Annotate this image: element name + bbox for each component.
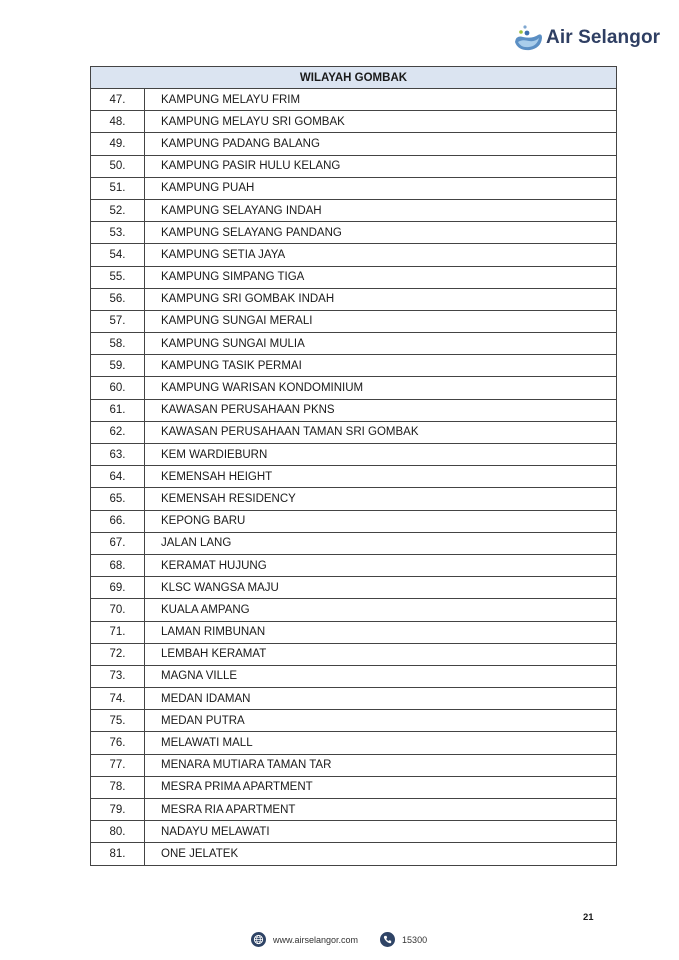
table-row bbox=[91, 199, 617, 221]
table-row bbox=[91, 754, 617, 776]
row-number: 68. bbox=[91, 554, 145, 576]
location-name: KAMPUNG SELAYANG PANDANG bbox=[145, 222, 617, 244]
globe-icon bbox=[251, 932, 266, 947]
location-name: NADAYU MELAWATI bbox=[145, 821, 617, 843]
table-row bbox=[91, 643, 617, 665]
row-number: 73. bbox=[91, 665, 145, 687]
table-row bbox=[91, 244, 617, 266]
table-header: WILAYAH GOMBAK bbox=[91, 67, 617, 89]
table-row bbox=[91, 665, 617, 687]
location-name: MENARA MUTIARA TAMAN TAR bbox=[145, 754, 617, 776]
location-name: KAWASAN PERUSAHAAN PKNS bbox=[145, 399, 617, 421]
location-name: KERAMAT HUJUNG bbox=[145, 554, 617, 576]
location-name: MESRA PRIMA APARTMENT bbox=[145, 776, 617, 798]
row-number: 61. bbox=[91, 399, 145, 421]
row-number: 74. bbox=[91, 688, 145, 710]
table-row bbox=[91, 399, 617, 421]
row-number: 58. bbox=[91, 333, 145, 355]
row-number: 47. bbox=[91, 89, 145, 111]
row-number: 66. bbox=[91, 510, 145, 532]
table-row bbox=[91, 843, 617, 865]
row-number: 72. bbox=[91, 643, 145, 665]
row-number: 56. bbox=[91, 288, 145, 310]
location-name: KUALA AMPANG bbox=[145, 599, 617, 621]
row-number: 49. bbox=[91, 133, 145, 155]
table-row bbox=[91, 577, 617, 599]
table-row bbox=[91, 532, 617, 554]
location-name: KAMPUNG PASIR HULU KELANG bbox=[145, 155, 617, 177]
location-name: KAMPUNG MELAYU SRI GOMBAK bbox=[145, 111, 617, 133]
location-name: KAMPUNG SIMPANG TIGA bbox=[145, 266, 617, 288]
row-number: 70. bbox=[91, 599, 145, 621]
row-number: 65. bbox=[91, 488, 145, 510]
row-number: 80. bbox=[91, 821, 145, 843]
table-row bbox=[91, 421, 617, 443]
location-name: KAMPUNG TASIK PERMAI bbox=[145, 355, 617, 377]
location-name: KAMPUNG MELAYU FRIM bbox=[145, 89, 617, 111]
table-row bbox=[91, 266, 617, 288]
table-row bbox=[91, 89, 617, 111]
location-name: KAMPUNG SELAYANG INDAH bbox=[145, 199, 617, 221]
table-row bbox=[91, 111, 617, 133]
row-number: 69. bbox=[91, 577, 145, 599]
table-row bbox=[91, 799, 617, 821]
location-name: KEMENSAH HEIGHT bbox=[145, 466, 617, 488]
location-name: KLSC WANGSA MAJU bbox=[145, 577, 617, 599]
row-number: 64. bbox=[91, 466, 145, 488]
location-name: KAWASAN PERUSAHAAN TAMAN SRI GOMBAK bbox=[145, 421, 617, 443]
logo-text: Air Selangor bbox=[546, 27, 661, 48]
row-number: 52. bbox=[91, 199, 145, 221]
location-name: KAMPUNG PADANG BALANG bbox=[145, 133, 617, 155]
location-name: MAGNA VILLE bbox=[145, 665, 617, 687]
location-name: KAMPUNG SRI GOMBAK INDAH bbox=[145, 288, 617, 310]
location-name: MESRA RIA APARTMENT bbox=[145, 799, 617, 821]
row-number: 81. bbox=[91, 843, 145, 865]
location-name: KAMPUNG WARISAN KONDOMINIUM bbox=[145, 377, 617, 399]
row-number: 50. bbox=[91, 155, 145, 177]
air-selangor-logo bbox=[512, 22, 660, 54]
table-row bbox=[91, 333, 617, 355]
location-name: MEDAN IDAMAN bbox=[145, 688, 617, 710]
table-row bbox=[91, 688, 617, 710]
location-name: MEDAN PUTRA bbox=[145, 710, 617, 732]
row-number: 60. bbox=[91, 377, 145, 399]
row-number: 53. bbox=[91, 222, 145, 244]
table-row bbox=[91, 177, 617, 199]
row-number: 57. bbox=[91, 310, 145, 332]
location-name: KAMPUNG SUNGAI MULIA bbox=[145, 333, 617, 355]
page-number: 21 bbox=[583, 912, 594, 923]
table-row bbox=[91, 710, 617, 732]
row-number: 76. bbox=[91, 732, 145, 754]
table-row bbox=[91, 621, 617, 643]
table-row bbox=[91, 599, 617, 621]
location-name: ONE JELATEK bbox=[145, 843, 617, 865]
row-number: 78. bbox=[91, 776, 145, 798]
row-number: 71. bbox=[91, 621, 145, 643]
locations-table bbox=[90, 66, 617, 866]
row-number: 67. bbox=[91, 532, 145, 554]
table-row bbox=[91, 222, 617, 244]
location-name: KEMENSAH RESIDENCY bbox=[145, 488, 617, 510]
table-row bbox=[91, 377, 617, 399]
row-number: 79. bbox=[91, 799, 145, 821]
location-name: KAMPUNG PUAH bbox=[145, 177, 617, 199]
location-name: KAMPUNG SETIA JAYA bbox=[145, 244, 617, 266]
table-row bbox=[91, 444, 617, 466]
location-name: KEM WARDIEBURN bbox=[145, 444, 617, 466]
location-name: JALAN LANG bbox=[145, 532, 617, 554]
table-row bbox=[91, 155, 617, 177]
row-number: 62. bbox=[91, 421, 145, 443]
phone-number: 15300 bbox=[402, 934, 428, 945]
row-number: 51. bbox=[91, 177, 145, 199]
table-row bbox=[91, 355, 617, 377]
location-name: MELAWATI MALL bbox=[145, 732, 617, 754]
table-row bbox=[91, 776, 617, 798]
table-row bbox=[91, 821, 617, 843]
location-name: LEMBAH KERAMAT bbox=[145, 643, 617, 665]
row-number: 59. bbox=[91, 355, 145, 377]
row-number: 63. bbox=[91, 444, 145, 466]
table-row bbox=[91, 133, 617, 155]
website-link[interactable]: www.airselangor.com bbox=[273, 934, 359, 945]
row-number: 48. bbox=[91, 111, 145, 133]
row-number: 77. bbox=[91, 754, 145, 776]
table-row bbox=[91, 554, 617, 576]
row-number: 54. bbox=[91, 244, 145, 266]
location-name: LAMAN RIMBUNAN bbox=[145, 621, 617, 643]
location-name: KEPONG BARU bbox=[145, 510, 617, 532]
table-row bbox=[91, 510, 617, 532]
location-name: KAMPUNG SUNGAI MERALI bbox=[145, 310, 617, 332]
water-drop-logo-icon bbox=[512, 23, 544, 53]
table-row bbox=[91, 488, 617, 510]
row-number: 75. bbox=[91, 710, 145, 732]
table-row bbox=[91, 466, 617, 488]
phone-icon bbox=[380, 932, 395, 947]
table-row bbox=[91, 310, 617, 332]
footer bbox=[251, 932, 427, 947]
table-row bbox=[91, 288, 617, 310]
table-row bbox=[91, 732, 617, 754]
row-number: 55. bbox=[91, 266, 145, 288]
